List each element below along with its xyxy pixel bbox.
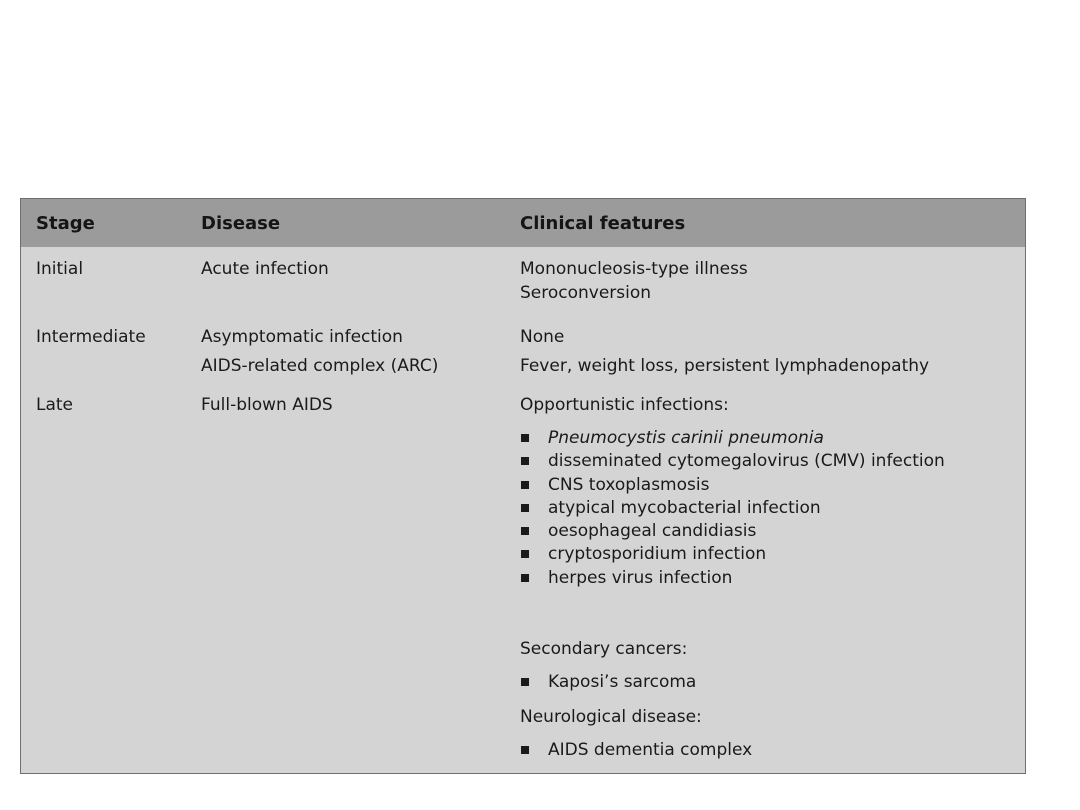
list-item: cryptosporidium infection <box>520 543 945 566</box>
section-heading: Neurological disease: <box>520 707 702 727</box>
bullet-square-icon <box>521 678 529 686</box>
row-late-stage: Late <box>36 395 74 415</box>
section-heading: Opportunistic infections: <box>520 395 729 415</box>
header-clinical-features: Clinical features <box>520 213 686 234</box>
table-header-row <box>21 199 1025 247</box>
row-intermediate-feature: Fever, weight loss, persistent lymphadenopathy <box>520 356 930 376</box>
bullet-square-icon <box>521 504 529 512</box>
bullet-square-icon <box>521 550 529 558</box>
row-intermediate-stage: Intermediate <box>36 327 146 347</box>
secondary-cancers-list <box>520 671 696 694</box>
header-disease: Disease <box>201 213 281 234</box>
list-item: Kaposi’s sarcoma <box>520 671 696 694</box>
row-intermediate-disease: AIDS-related complex (ARC) <box>201 356 439 376</box>
row-initial-stage: Initial <box>36 259 84 279</box>
list-item: CNS toxoplasmosis <box>520 474 945 497</box>
list-item: Pneumocystis carinii pneumonia <box>520 427 945 450</box>
bullet-square-icon <box>521 574 529 582</box>
list-item: herpes virus infection <box>520 567 945 590</box>
row-late-disease: Full-blown AIDS <box>201 395 333 415</box>
list-item: disseminated cytomegalovirus (CMV) infection <box>520 450 945 473</box>
list-item: oesophageal candidiasis <box>520 520 945 543</box>
opportunistic-infections-list <box>520 427 945 590</box>
row-initial-feature: Seroconversion <box>520 283 652 303</box>
list-item: atypical mycobacterial infection <box>520 497 945 520</box>
bullet-square-icon <box>521 527 529 535</box>
header-stage: Stage <box>36 213 95 234</box>
bullet-square-icon <box>521 457 529 465</box>
aids-stages-table <box>20 198 1026 774</box>
list-item: AIDS dementia complex <box>520 739 752 762</box>
bullet-square-icon <box>521 746 529 754</box>
section-heading: Secondary cancers: <box>520 639 688 659</box>
row-intermediate-feature: None <box>520 327 565 347</box>
row-intermediate-disease: Asymptomatic infection <box>201 327 403 347</box>
neurological-disease-list <box>520 739 752 762</box>
row-initial-disease: Acute infection <box>201 259 329 279</box>
bullet-square-icon <box>521 481 529 489</box>
row-initial-feature: Mononucleosis-type illness <box>520 259 748 279</box>
bullet-square-icon <box>521 434 529 442</box>
